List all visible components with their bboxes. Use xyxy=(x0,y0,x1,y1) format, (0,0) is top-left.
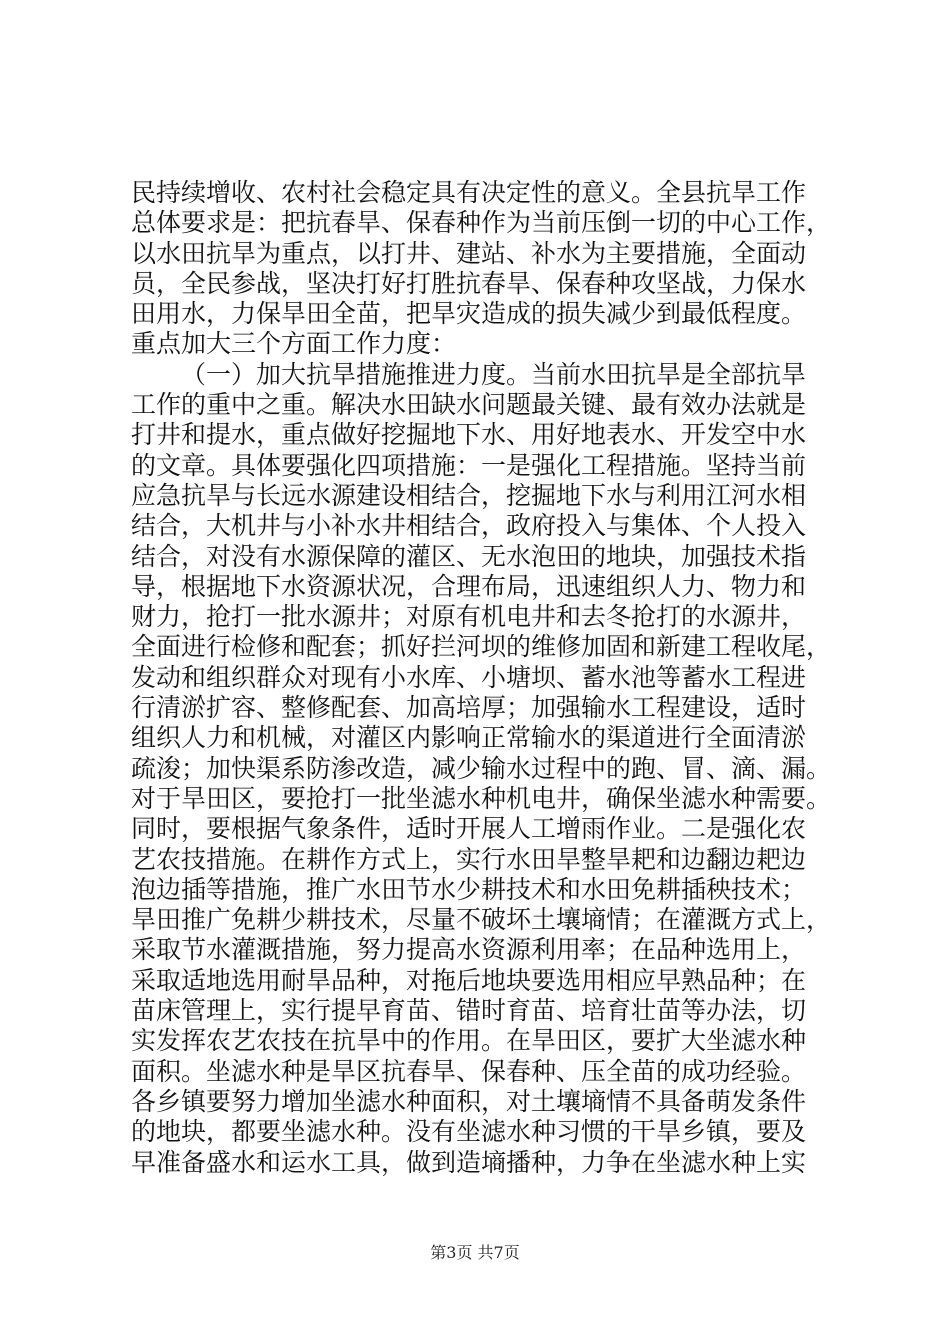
text-line: 结合，大机井与小补水井相结合，政府投入与集体、个人投入 xyxy=(131,511,807,541)
page-number-footer: 第3页 共7页 xyxy=(430,1243,520,1262)
text-line: 旱田推广免耕少耕技术，尽量不破坏土壤墒情；在灌溉方式上， xyxy=(131,905,832,935)
text-line: 全面进行检修和配套；抓好拦河坝的维修加固和新建工程收尾， xyxy=(131,632,832,662)
text-line: 采取节水灌溉措施，努力提高水资源利用率；在品种选用上， xyxy=(131,935,807,965)
text-line: 结合，对没有水源保障的灌区、无水泡田的地块，加强技术指 xyxy=(131,541,807,571)
text-line: 打井和提水，重点做好挖掘地下水、用好地表水、开发空中水 xyxy=(131,420,807,450)
text-line: 总体要求是：把抗春旱、保春种作为当前压倒一切的中心工作， xyxy=(131,208,832,238)
text-line: 同时，要根据气象条件，适时开展人工增雨作业。二是强化农 xyxy=(131,814,807,844)
text-line: 实发挥农艺农技在抗旱中的作用。在旱田区，要扩大坐滤水种 xyxy=(131,1026,807,1056)
section-heading-line: （一）加大抗旱措施推进力度。当前水田抗旱是全部抗旱 xyxy=(181,359,807,389)
text-line: 的地块，都要坐滤水种。没有坐滤水种习惯的干旱乡镇，要及 xyxy=(131,1117,807,1147)
text-line: 发动和组织群众对现有小水库、小塘坝、蓄水池等蓄水工程进 xyxy=(131,662,807,692)
text-line: 苗床管理上，实行提早育苗、错时育苗、培育壮苗等办法，切 xyxy=(131,996,807,1026)
text-line: 面积。坐滤水种是旱区抗春旱、保春种、压全苗的成功经验。 xyxy=(131,1056,807,1086)
text-line: 重点加大三个方面工作力度： xyxy=(131,329,457,359)
text-line: 民持续增收、农村社会稳定具有决定性的意义。全县抗旱工作 xyxy=(131,178,807,207)
text-line: 工作的重中之重。解决水田缺水问题最关键、最有效办法就是 xyxy=(131,390,807,420)
text-line: 各乡镇要努力增加坐滤水种面积，对土壤墒情不具备萌发条件 xyxy=(131,1086,807,1116)
text-line: 应急抗旱与长远水源建设相结合，挖掘地下水与利用江河水相 xyxy=(131,480,807,510)
text-line: 行清淤扩容、整修配套、加高培厚；加强输水工程建设，适时 xyxy=(131,693,807,723)
text-line: 采取适地选用耐旱品种，对拖后地块要选用相应早熟品种；在 xyxy=(131,965,807,995)
text-line: 以水田抗旱为重点，以打井、建站、补水为主要措施，全面动 xyxy=(131,238,807,268)
text-line: 对于旱田区，要抢打一批坐滤水种机电井，确保坐滤水种需要。 xyxy=(131,783,832,813)
text-line: 导，根据地下水资源状况，合理布局，迅速组织人力、物力和 xyxy=(131,571,807,601)
text-line: 员，全民参战，坚决打好打胜抗春旱、保春种攻坚战，力保水 xyxy=(131,268,807,298)
text-line: 艺农技措施。在耕作方式上，实行水田旱整旱耙和边翻边耙边 xyxy=(131,844,807,874)
text-line: 早准备盛水和运水工具，做到造墒播种，力争在坐滤水种上实 xyxy=(131,1147,807,1177)
text-line: 组织人力和机械，对灌区内影响正常输水的渠道进行全面清淤 xyxy=(131,723,807,753)
text-line: 泡边插等措施，推广水田节水少耕技术和水田免耕插秧技术； xyxy=(131,874,807,904)
text-line: 疏浚；加快渠系防渗改造，减少输水过程中的跑、冒、滴、漏。 xyxy=(131,753,832,783)
text-line: 田用水，力保旱田全苗，把旱灾造成的损失减少到最低程度。 xyxy=(131,299,807,329)
body-text xyxy=(131,178,831,1178)
text-line: 的文章。具体要强化四项措施：一是强化工程措施。坚持当前 xyxy=(131,450,807,480)
text-line: 财力，抢打一批水源井；对原有机电井和去冬抢打的水源井， xyxy=(131,602,807,632)
